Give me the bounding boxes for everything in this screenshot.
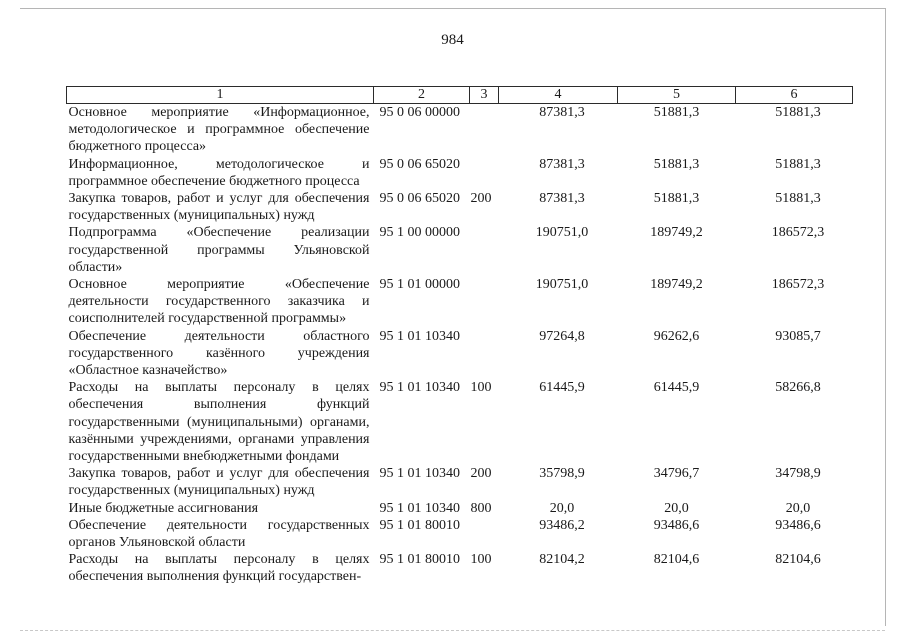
- table-row: [67, 551, 853, 585]
- row-value-col4: 87381,3: [539, 105, 585, 120]
- row-expense-type: [470, 224, 499, 276]
- row-name: Подпрограмма «Обеспечение реализации государственной программы Ульяновской области»: [68, 225, 370, 275]
- row-name: Информационное, методологическое и программное обеспечение бюджетного процесса: [68, 156, 370, 189]
- row-name: Закупка товаров, работ и услуг для обеспечения государственных (муниципальных) нужд: [68, 466, 370, 499]
- row-value-col4: 190751,0: [535, 277, 589, 293]
- row-value-col4: 20,0: [549, 500, 575, 516]
- row-expense-type: 800: [470, 500, 492, 516]
- row-expense-type: [470, 104, 499, 156]
- row-value-col4: 97264,8: [539, 328, 585, 344]
- row-code: 95 1 00 00000: [379, 225, 460, 241]
- row-expense-type: 100: [470, 552, 492, 568]
- table-row: [67, 328, 853, 380]
- row-expense-type: [470, 517, 499, 551]
- table-row: [67, 190, 853, 224]
- row-value-col4: 35798,9: [539, 466, 585, 482]
- table-row: [67, 224, 853, 276]
- table-header: [67, 87, 853, 104]
- row-code: 95 0 06 65020: [379, 191, 460, 207]
- row-value-col5: 51881,3: [653, 105, 700, 120]
- page-border-bottom: [20, 630, 885, 631]
- table-row: [67, 500, 853, 517]
- row-name: Закупка товаров, работ и услуг для обеспечения государственных (муниципальных) нужд: [68, 191, 370, 224]
- row-code: 95 1 01 10340: [379, 500, 460, 516]
- header-col-2: 2: [374, 87, 470, 104]
- row-value-col5: 82104,6: [653, 552, 700, 568]
- row-expense-type: [470, 156, 499, 190]
- row-value-col6: 82104,6: [775, 552, 821, 568]
- table-row: [67, 104, 853, 156]
- row-value-col6: 58266,8: [775, 380, 821, 396]
- page-border-top: [20, 8, 885, 9]
- row-name: Иные бюджетные ассигнования: [68, 500, 259, 516]
- row-expense-type: 200: [470, 191, 492, 207]
- row-code: 95 1 01 80010: [379, 552, 460, 568]
- header-col-3: 3: [470, 87, 499, 104]
- row-value-col6: 93085,7: [775, 328, 821, 344]
- row-value-col4: 61445,9: [539, 380, 585, 396]
- row-code: 95 1 01 10340: [379, 380, 460, 396]
- budget-table: [66, 86, 853, 586]
- header-col-1: 1: [67, 87, 374, 104]
- row-name: Расходы на выплаты персоналу в целях обеспечения выполнения функций государственными (муниципальными) органами, казёнными учреждениями, органами управления государственными внебюджетными фондами: [68, 380, 370, 465]
- row-value-col5: 189749,2: [650, 225, 703, 241]
- row-code: 95 1 01 00000: [379, 277, 460, 293]
- row-expense-type: [470, 276, 499, 328]
- row-expense-type: 100: [470, 380, 492, 396]
- row-value-col5: 96262,6: [653, 328, 700, 344]
- row-value-col5: 34796,7: [653, 466, 700, 482]
- row-name: Обеспечение деятельности государственных органов Ульяновской области: [68, 517, 370, 551]
- table-row: [67, 517, 853, 551]
- row-value-col4: 82104,2: [539, 552, 585, 568]
- table-row: [67, 276, 853, 328]
- row-value-col5: 20,0: [664, 500, 689, 516]
- row-value-col4: 93486,2: [539, 517, 585, 533]
- row-value-col5: 51881,3: [653, 156, 700, 172]
- row-code: 95 1 01 80010: [379, 517, 460, 533]
- row-value-col6: 20,0: [785, 500, 811, 516]
- row-value-col5: 93486,6: [653, 517, 700, 533]
- row-value-col6: 51881,3: [775, 105, 821, 120]
- header-row: [67, 87, 853, 104]
- row-expense-type: 200: [470, 466, 492, 482]
- row-value-col5: 189749,2: [650, 277, 703, 293]
- page-number: 984: [441, 32, 464, 48]
- row-value-col6: 93486,6: [775, 517, 821, 533]
- row-expense-type: [470, 328, 499, 380]
- row-name: Расходы на выплаты персоналу в целях обеспечения выполнения функций государствен-: [68, 552, 370, 585]
- table-row: [67, 465, 853, 499]
- row-code: 95 1 01 10340: [379, 328, 460, 344]
- row-name: Основное мероприятие «Информационное, методологическое и программное обеспечение бюджетного процесса»: [68, 105, 370, 155]
- table-row: [67, 379, 853, 465]
- table-row: [67, 156, 853, 190]
- row-value-col6: 51881,3: [775, 191, 821, 207]
- row-value-col5: 51881,3: [653, 191, 700, 207]
- row-code: 95 0 06 65020: [379, 156, 460, 172]
- row-value-col4: 87381,3: [539, 156, 585, 172]
- row-value-col4: 190751,0: [535, 225, 589, 241]
- header-col-6: 6: [736, 87, 853, 104]
- row-value-col6: 186572,3: [771, 277, 825, 293]
- row-value-col6: 51881,3: [775, 156, 821, 172]
- row-name: Обеспечение деятельности областного государственного казённого учреждения «Областное казначейство»: [68, 328, 370, 379]
- row-value-col4: 87381,3: [539, 191, 585, 207]
- row-value-col6: 186572,3: [771, 225, 825, 241]
- header-col-4: 4: [499, 87, 618, 104]
- row-value-col6: 34798,9: [775, 466, 821, 482]
- row-value-col5: 61445,9: [653, 380, 700, 396]
- row-code: 95 0 06 00000: [379, 105, 460, 120]
- page-border-right: [885, 8, 886, 626]
- row-name: Основное мероприятие «Обеспечение деятельности государственного заказчика и соисполнителей государственной программы»: [68, 277, 370, 327]
- table-body: [67, 104, 853, 586]
- header-col-5: 5: [618, 87, 736, 104]
- row-code: 95 1 01 10340: [379, 466, 460, 482]
